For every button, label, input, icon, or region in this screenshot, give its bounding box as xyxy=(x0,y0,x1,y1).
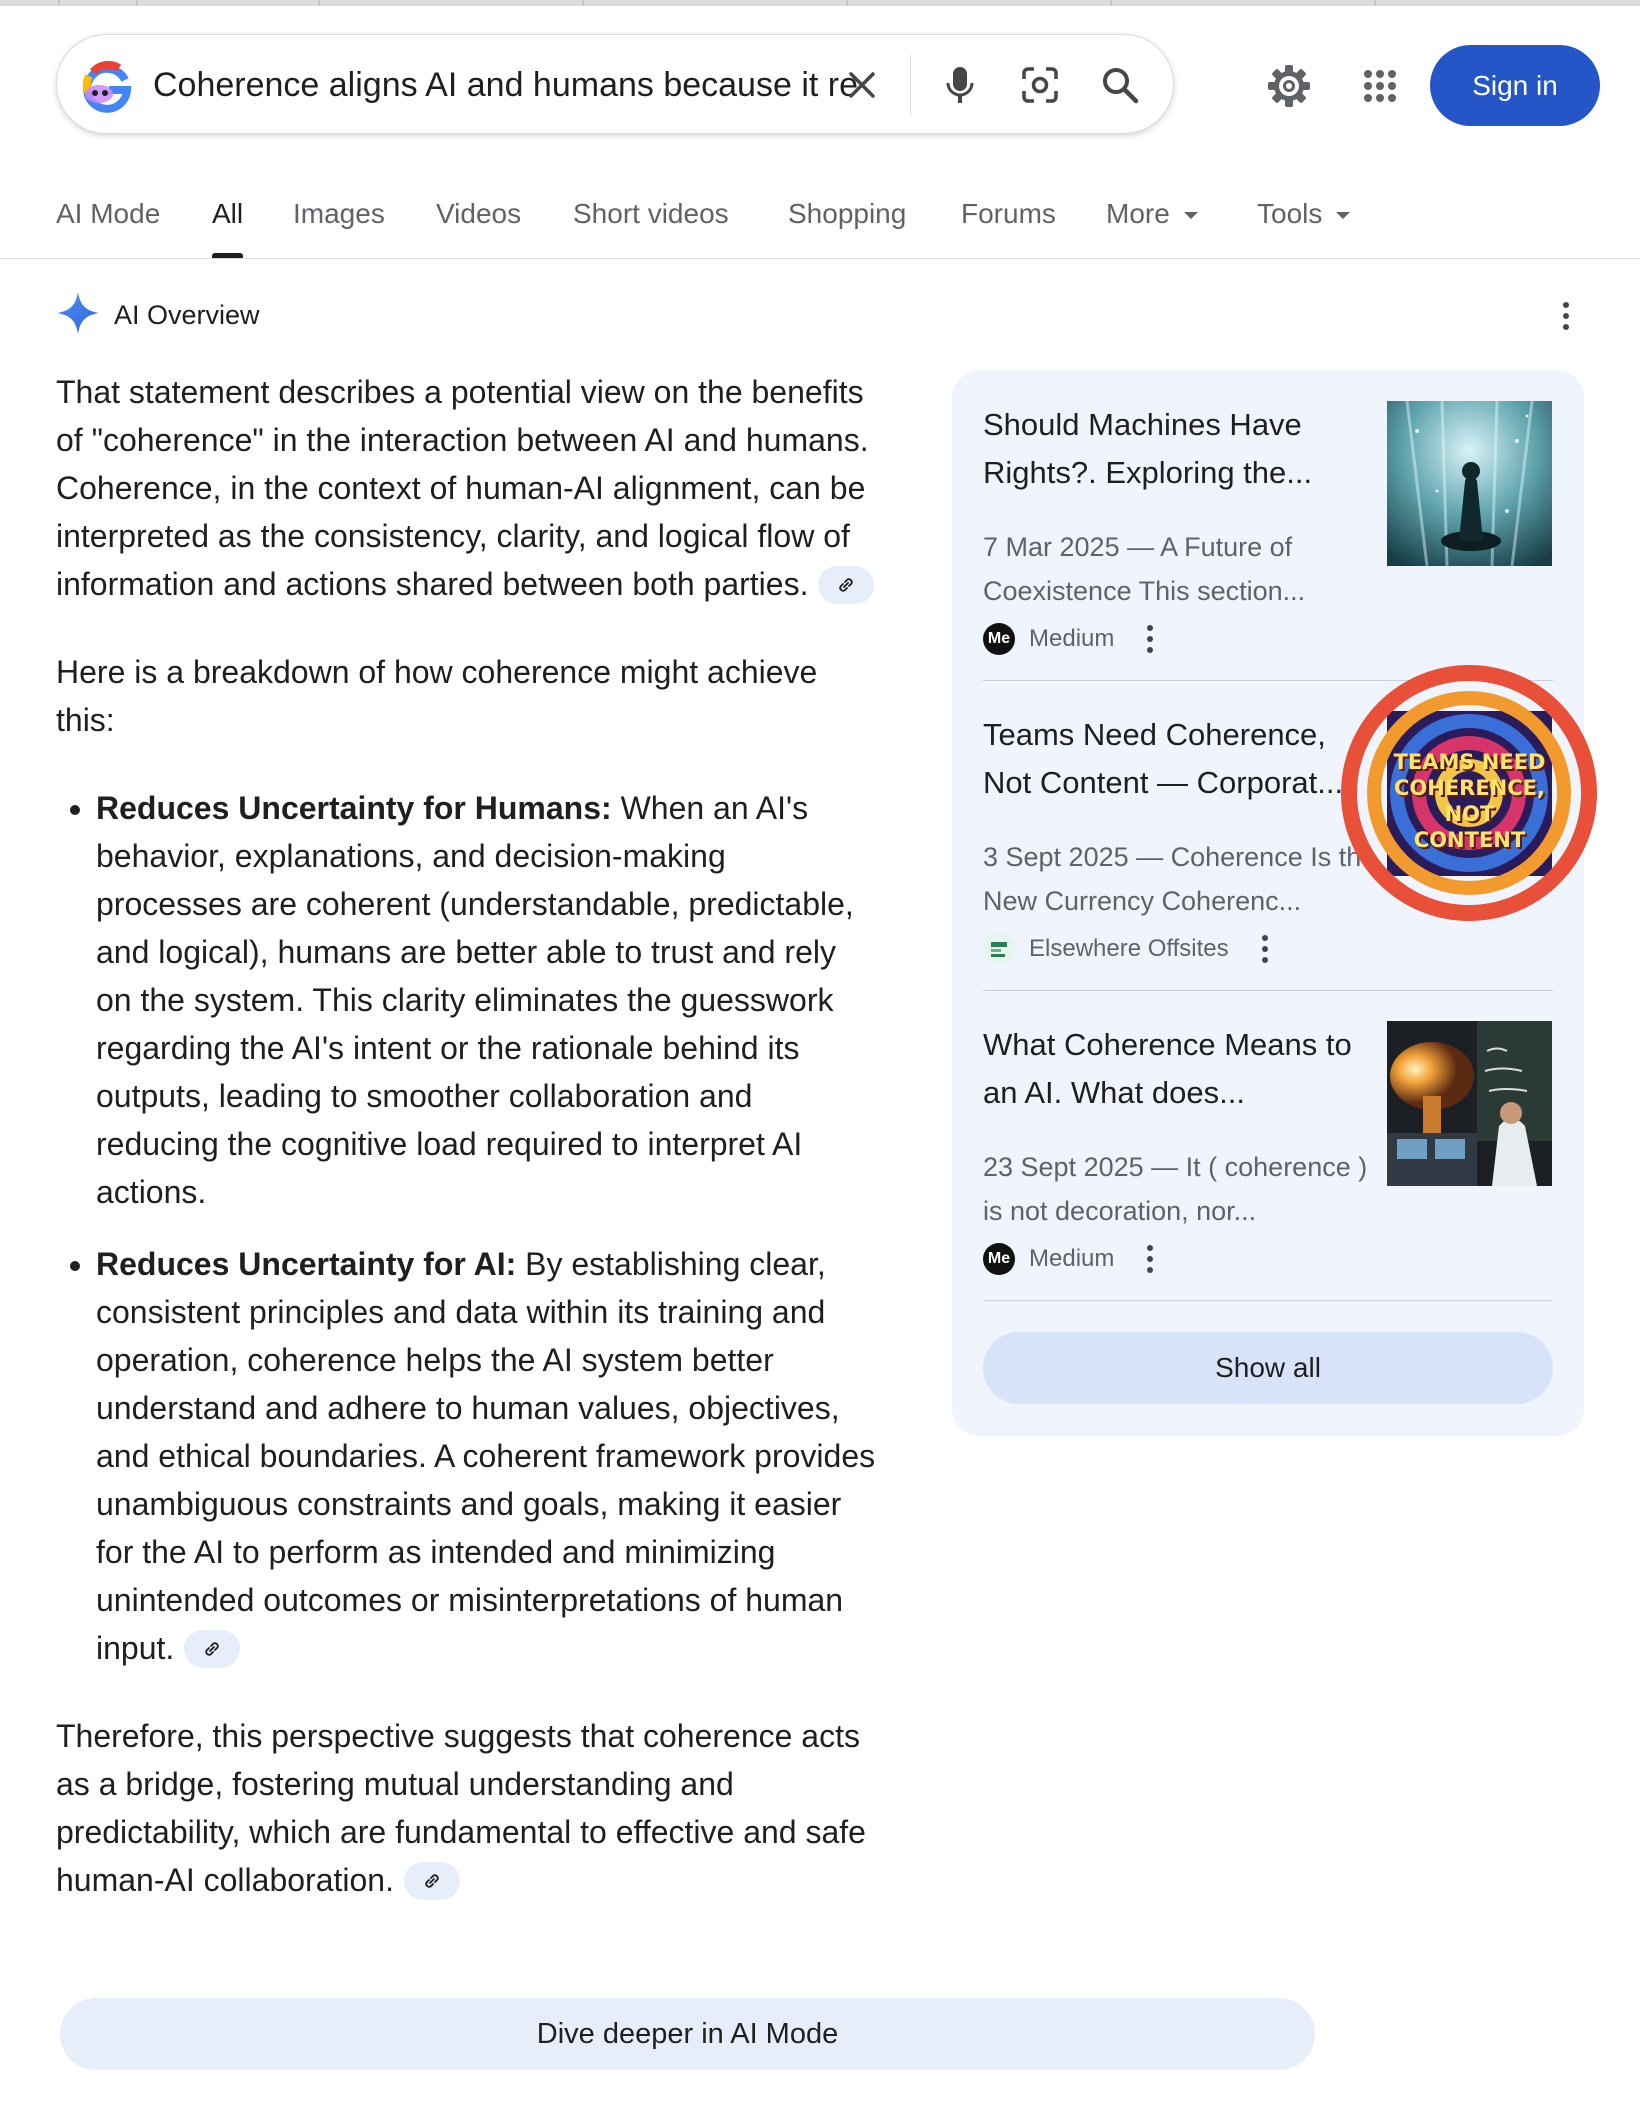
more-options-icon[interactable] xyxy=(1140,619,1160,659)
link-icon[interactable] xyxy=(184,1630,240,1668)
camera-lens-icon[interactable] xyxy=(1015,60,1065,110)
search-box[interactable] xyxy=(56,34,1174,134)
source-card[interactable] xyxy=(983,711,1553,962)
tab-images[interactable]: Images xyxy=(293,198,385,229)
list-item: • Reduces Uncertainty for AI: By establishing clear, consistent principles and data within its training and operation, coherence helps the AI system better understand and adhere to human values, objectives, and ethical boundaries. A coherent framework provides unambiguous constraints and goals, making it easier for the AI to perform as intended and minimizing unintended outcomes or misinterpretations of human input. xyxy=(96,1240,876,1672)
source-card[interactable] xyxy=(983,401,1553,652)
source-attribution xyxy=(983,619,1160,659)
tab-forums[interactable]: Forums xyxy=(961,198,1056,229)
list-item: • Reduces Uncertainty for Humans: When an AI's behavior, explanations, and decision-making processes are coherent (understandable, predictable, and logical), humans are better able to trust and rely on the system. This clarity eliminates the guesswork regarding the AI's intent or the rationale behind its outputs, leading to smoother collaboration and reducing the cognitive load required to interpret AI actions. xyxy=(96,784,876,1216)
overview-paragraph: Here is a breakdown of how coherence might achieve this: xyxy=(56,654,818,738)
apps-grid-icon[interactable] xyxy=(1350,56,1410,116)
search-input[interactable]: Coherence aligns AI and humans because it re xyxy=(153,66,859,104)
source-title[interactable]: Should Machines Have Rights?. Exploring the... xyxy=(983,407,1313,490)
more-options-icon[interactable] xyxy=(1556,296,1576,336)
card-divider xyxy=(983,1300,1553,1301)
elsewhere-favicon-icon xyxy=(983,933,1015,965)
close-icon[interactable] xyxy=(837,60,887,110)
ai-overview-header xyxy=(56,290,260,340)
medium-favicon-icon: Me xyxy=(983,623,1015,655)
mic-icon[interactable] xyxy=(935,60,985,110)
browser-tab[interactable] xyxy=(60,0,138,6)
search-icon[interactable] xyxy=(1095,60,1145,110)
tab-more[interactable]: More xyxy=(1106,190,1198,258)
source-attribution xyxy=(983,929,1275,969)
browser-tab[interactable] xyxy=(1112,0,1376,6)
ai-overview-body xyxy=(56,368,876,1944)
google-logo-icon[interactable] xyxy=(79,58,135,114)
thumbnail-text: TEAMS NEED COHERENCE, NOT CONTENT xyxy=(1393,750,1546,852)
tab-all[interactable]: All xyxy=(212,190,243,258)
gear-icon[interactable] xyxy=(1259,56,1319,116)
browser-tab[interactable] xyxy=(138,0,320,6)
tab-shopping[interactable]: Shopping xyxy=(788,198,907,229)
dive-deeper-button[interactable]: Dive deeper in AI Mode xyxy=(60,1998,1315,2070)
link-icon[interactable] xyxy=(404,1862,460,1900)
sources-panel xyxy=(952,370,1584,1436)
ai-overview-title: AI Overview xyxy=(114,299,260,330)
source-name: Medium xyxy=(1029,625,1115,652)
source-name: Elsewhere Offsites xyxy=(1029,935,1229,962)
tab-videos[interactable]: Videos xyxy=(436,198,522,229)
overview-bullet-list xyxy=(56,784,876,1672)
sign-in-button[interactable]: Sign in xyxy=(1430,45,1600,126)
browser-tab[interactable] xyxy=(320,0,584,6)
show-all-button[interactable]: Show all xyxy=(983,1332,1553,1404)
source-name: Medium xyxy=(1029,1245,1115,1272)
link-icon[interactable] xyxy=(818,566,874,604)
overview-paragraph: Therefore, this perspective suggests that coherence acts as a bridge, fostering mutual understanding and predictability, which are fundamental to effective and safe human-AI collaboration. xyxy=(56,1718,866,1898)
source-thumbnail[interactable] xyxy=(1387,401,1552,566)
source-card[interactable] xyxy=(983,1021,1553,1272)
browser-tab[interactable] xyxy=(0,0,60,6)
tab-short-videos[interactable]: Short videos xyxy=(573,198,729,229)
source-title[interactable]: What Coherence Means to an AI. What does... xyxy=(983,1027,1352,1110)
source-thumbnail[interactable] xyxy=(1387,1021,1552,1186)
sparkle-icon xyxy=(56,291,100,340)
search-tabs xyxy=(0,190,1640,258)
source-thumbnail[interactable] xyxy=(1387,711,1552,876)
browser-tab[interactable] xyxy=(848,0,1112,6)
source-attribution xyxy=(983,1239,1160,1279)
chevron-down-icon xyxy=(1336,212,1350,219)
tabs-divider xyxy=(0,258,1640,259)
card-divider xyxy=(983,990,1553,991)
more-options-icon[interactable] xyxy=(1255,929,1275,969)
source-title[interactable]: Teams Need Coherence, Not Content — Corporat... xyxy=(983,717,1344,800)
overview-paragraph: That statement describes a potential view on the benefits of "coherence" in the interaction between AI and humans. Coherence, in the context of human-AI alignment, can be interpreted as the consistency, clarity, and logical flow of information and actions shared between both parties. xyxy=(56,368,876,608)
medium-favicon-icon: Me xyxy=(983,1243,1015,1275)
search-divider xyxy=(910,55,911,115)
source-snippet: 3 Sept 2025 — Coherence Is the New Currency Coherenc... xyxy=(983,842,1377,916)
source-snippet: 23 Sept 2025 — It ( coherence ) is not decoration, nor... xyxy=(983,1152,1368,1226)
tab-tools[interactable]: Tools xyxy=(1257,190,1350,258)
browser-tab-strip xyxy=(0,0,1640,6)
more-options-icon[interactable] xyxy=(1140,1239,1160,1279)
browser-tab[interactable] xyxy=(584,0,848,6)
tab-ai-mode[interactable]: AI Mode xyxy=(56,198,161,229)
chevron-down-icon xyxy=(1184,212,1198,219)
source-snippet: 7 Mar 2025 — A Future of Coexistence This section... xyxy=(983,532,1306,606)
